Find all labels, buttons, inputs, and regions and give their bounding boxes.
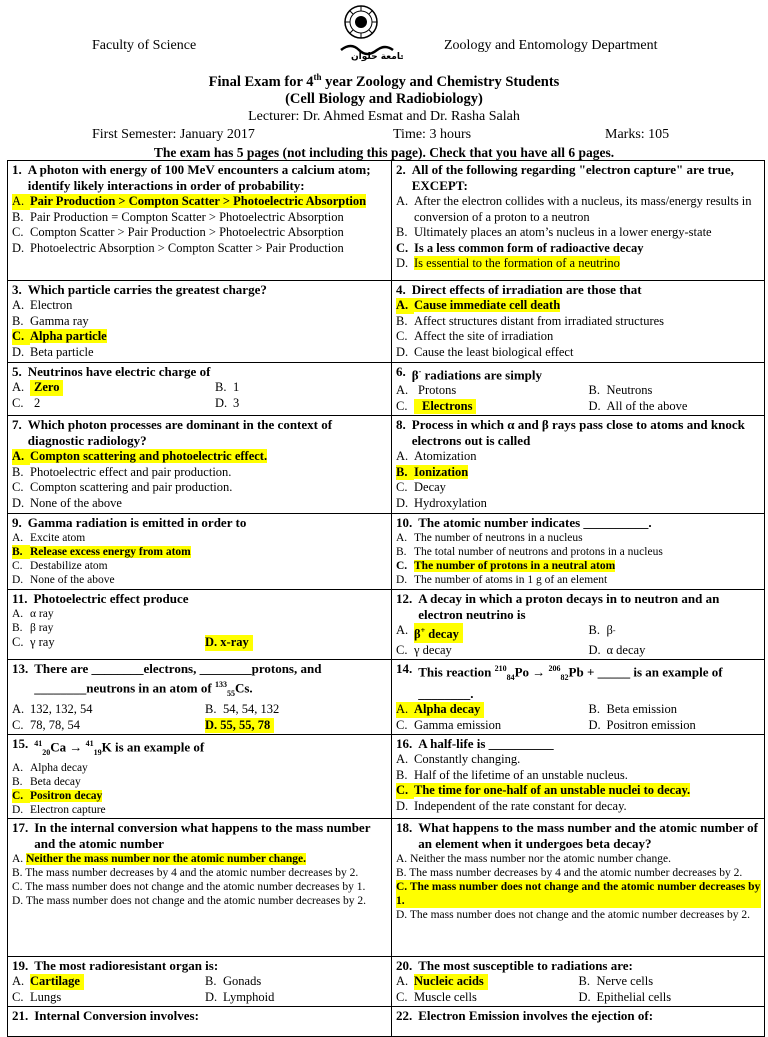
exam-title: Final Exam for 4th year Zoology and Chemistry Students: [208, 72, 560, 90]
logo-text: جامعة حلوان: [351, 52, 403, 62]
answer-highlight: Zero: [30, 380, 63, 396]
department-name: Zoology and Entomology Department: [444, 38, 658, 53]
answer-highlight: β+ decay: [414, 623, 463, 643]
exam-subtitle: (Cell Biology and Radiobiology): [285, 91, 483, 107]
answer-highlight: Ionization: [414, 464, 469, 479]
answer-highlight: Cartilage: [30, 974, 84, 990]
question-20: 20. The most susceptible to radiations are: A. Nucleic acids B. Nerve cells C. Muscle cells D. Epithelial cells: [392, 957, 765, 1007]
page-notice: The exam has 5 pages (not including this page). Check that you have all 6 pages.: [153, 145, 615, 160]
question-6: 6. β- radiations are simply A. Protons B. Neutrons C. Electrons D. All of the above: [392, 363, 765, 416]
question-7: 7. Which photon processes are dominant in the context of diagnostic radiology? A. Compton scattering and photoelectric effect. B. Photoelectric effect and pair production. C. Compton scattering and pair production. D. None of the above: [8, 416, 392, 514]
question-12: 12. A decay in which a proton decays in to neutron and an electron neutrino is A. β+ decay B. β - C. γ decay D. α decay: [392, 590, 765, 660]
question-13: 13. There are ________electrons, ________protons, and ________neutrons in an atom of $^{133}_{55}$Cs. A. 132, 132, 54 B. 54, 54, 132 C. 78, 78, 54 D. 55, 55, 78: [8, 660, 392, 735]
question-17: 17. In the internal conversion what happens to the mass number and the atomic number A. Neither the mass number nor the atomic number change. B. The mass number decreases by 4 and the atomic number decreases by 2. C. The mass number does not change and the atomic number decreases by 1. D. The mass number does not change and the atomic number decreases by 2.: [8, 819, 392, 957]
question-2: 2. All of the following regarding "electron capture" are true, EXCEPT: A. After the electron collides with a nucleus, its mass/energy results in conversion of a proton to a neutron B. Ultimately places an atom’s nucleus in a lower energy-state C. Is a less common form of radioactive decay D. Is essential to the formation of a neutrino: [392, 161, 765, 281]
marks-line: Marks: 105: [605, 127, 670, 142]
question-3: 3. Which particle carries the greatest charge? A. Electron B. Gamma ray C. Alpha particle D. Beta particle: [8, 281, 392, 363]
answer-highlight: Electrons: [414, 399, 476, 415]
question-5: 5. Neutrinos have electric charge of A. Zero B. 1 C. 2 D. 3: [8, 363, 392, 416]
answer-highlight: The number of protons in a neutral atom: [414, 560, 616, 573]
answer-highlight: Cause immediate cell death: [414, 298, 561, 312]
question-14: 14. This reaction $^{210}_{84}$Po → $^{206}_{82}$Pb + _____ is an example of ________. A. Alpha decay B. Beta emission C. Gamma emission D. Positron emission: [392, 660, 765, 735]
question-10: 10. The atomic number indicates __________. A. The number of neutrons in a nucleus B. The total number of neutrons and protons in a nucleus C. The number of protons in a neutral atom D. The number of atoms in 1 g of an element: [392, 514, 765, 590]
question-18: 18. What happens to the mass number and the atomic number of an element when it undergoes beta decay? A. Neither the mass number nor the atomic number change. B. The mass number decreases by 4 and the atomic number decreases by 2. C. The mass number does not change and the atomic number decreases by 1. D. The mass number does not change and the atomic number decreases by 2.: [392, 819, 765, 957]
answer-highlight: Alpha decay: [414, 702, 484, 718]
question-9: 9. Gamma radiation is emitted in order to A. Excite atom B. Release excess energy from atom C. Destabilize atom D. None of the above: [8, 514, 392, 590]
questions-table: [7, 160, 765, 1037]
question-22: 22. Electron Emission involves the ejection of:: [392, 1007, 765, 1037]
question-1: 1. A photon with energy of 100 MeV encounters a calcium atom; identify likely interactions in order of probability: A. Pair Production > Compton Scatter > Photoelectric Absorption B. Pair Production = Compton Scatter > Photoelectric Absorption C. Compton Scatter > Pair Production > Photoelectric Absorption D. Photoelectric Absorption > Compton Scatter > Pair Production: [8, 161, 392, 281]
answer-highlight: x-ray: [220, 635, 249, 650]
time-line: Time: 3 hours: [393, 127, 472, 142]
question-21: 21. Internal Conversion involves:: [8, 1007, 392, 1037]
answer-highlight: Pair Production > Compton Scatter > Photoelectric Absorption: [30, 194, 367, 208]
answer-highlight: Is essential to the formation of a neutrino: [414, 256, 620, 270]
answer-highlight: 55, 55, 78: [220, 717, 271, 732]
question-15: 15. $^{41}_{20}$Ca → $^{41}_{19}$K is an example of A. Alpha decay B. Beta decay C. Positron decay D. Electron capture: [8, 735, 392, 819]
answer-highlight: Nucleic acids: [414, 974, 488, 990]
question-11: 11. Photoelectric effect produce A. α ray B. β ray C. γ ray D. x-ray: [8, 590, 392, 660]
question-16: 16. A half-life is __________ A. Constantly changing. B. Half of the lifetime of an unstable nucleus. C. The time for one-half of an unstable nuclei to decay. D. Independent of the rate constant for decay.: [392, 735, 765, 819]
answer-highlight: Release excess energy from atom: [30, 546, 191, 559]
answer-highlight: C. The mass number does not change and the atomic number decreases by 1.: [396, 881, 761, 908]
answer-highlight: Neither the mass number nor the atomic number change.: [26, 853, 306, 866]
faculty-name: Faculty of Science: [92, 38, 197, 53]
answer-highlight: Compton scattering and photoelectric effect.: [30, 449, 268, 464]
answer-highlight: Positron decay: [30, 790, 103, 803]
question-8: 8. Process in which α and β rays pass close to atoms and knock electrons out is called A. Atomization B. Ionization C. Decay D. Hydroxylation: [392, 416, 765, 514]
question-4: 4. Direct effects of irradiation are those that A. Cause immediate cell death B. Affect structures distant from irradiated structures C. Affect the site of irradiation D. Cause the least biological effect: [392, 281, 765, 363]
lecturer-line: Lecturer: Dr. Ahmed Esmat and Dr. Rasha Salah: [248, 109, 520, 124]
university-logo: [337, 4, 403, 62]
answer-highlight: Alpha particle: [30, 329, 107, 343]
semester-line: First Semester: January 2017: [92, 127, 255, 142]
answer-highlight: The time for one-half of an unstable nuclei to decay.: [414, 783, 691, 798]
question-19: 19. The most radioresistant organ is: A. Cartilage B. Gonads C. Lungs D. Lymphoid: [8, 957, 392, 1007]
